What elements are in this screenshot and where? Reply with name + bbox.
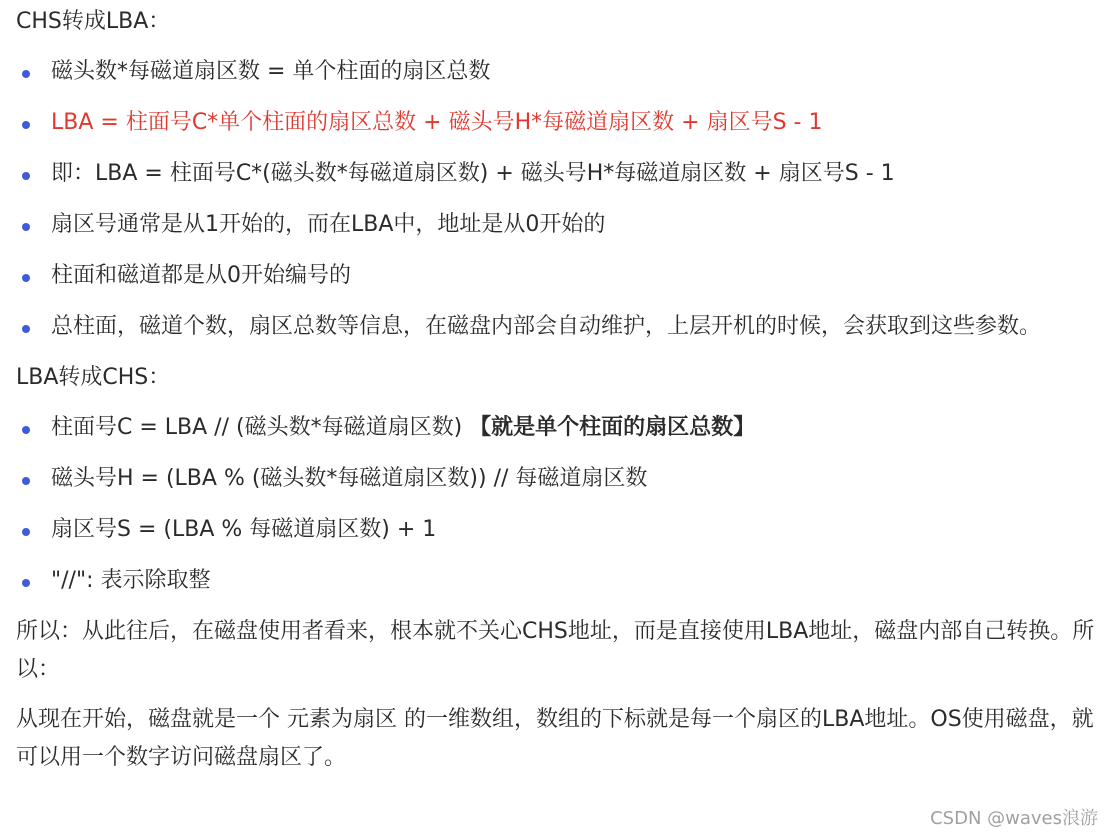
list-item: 即：LBA = 柱面号C*(磁头数*每磁道扇区数) + 磁头号H*每磁道扇区数 + 扇区号S - 1 <box>16 152 1096 203</box>
list-item-highlighted: LBA = 柱面号C*单个柱面的扇区总数 + 磁头号H*每磁道扇区数 + 扇区号S - 1 <box>16 101 1096 152</box>
list-item: 磁头数*每磁道扇区数 = 单个柱面的扇区总数 <box>16 50 1096 101</box>
note-bracket-close: 】 <box>733 415 756 440</box>
paragraph: 所以：从此往后，在磁盘使用者看来，根本就不关心CHS地址，而是直接使用LBA地址，磁盘内部自己转换。所以： <box>16 619 1095 682</box>
list-item: 磁头号H = (LBA % (磁头数*每磁道扇区数)) // 每磁道扇区数 <box>16 457 1096 508</box>
list-item: "//": 表示除取整 <box>16 559 1096 610</box>
chs-to-lba-list <box>16 50 1096 356</box>
list-item: 扇区号通常是从1开始的，而在LBA中，地址是从0开始的 <box>16 203 1096 254</box>
list-item <box>16 406 1096 457</box>
watermark: CSDN @waves浪游 <box>930 808 1098 829</box>
note-bracket-open: 【就是 <box>469 415 536 440</box>
lba-to-chs-list <box>16 406 1096 610</box>
formula-text: 柱面号C = LBA // (磁头数*每磁道扇区数) <box>51 415 470 440</box>
list-item: 扇区号S = (LBA % 每磁道扇区数) + 1 <box>16 508 1096 559</box>
note-bold-text: 单个柱面的扇区总数 <box>535 415 734 440</box>
paragraph: 从现在开始，磁盘就是一个 元素为扇区 的一维数组，数组的下标就是每一个扇区的LBA地址。OS使用磁盘，就可以用一个数字访问磁盘扇区了。 <box>16 707 1094 770</box>
list-item: 柱面和磁道都是从0开始编号的 <box>16 254 1096 305</box>
article-content <box>16 0 1096 786</box>
section-heading-chs-to-lba: CHS转成LBA： <box>16 9 171 34</box>
section-heading-lba-to-chs: LBA转成CHS： <box>16 365 171 390</box>
list-item: 总柱面，磁道个数，扇区总数等信息，在磁盘内部会自动维护，上层开机的时候，会获取到这些参数。 <box>16 305 1096 356</box>
